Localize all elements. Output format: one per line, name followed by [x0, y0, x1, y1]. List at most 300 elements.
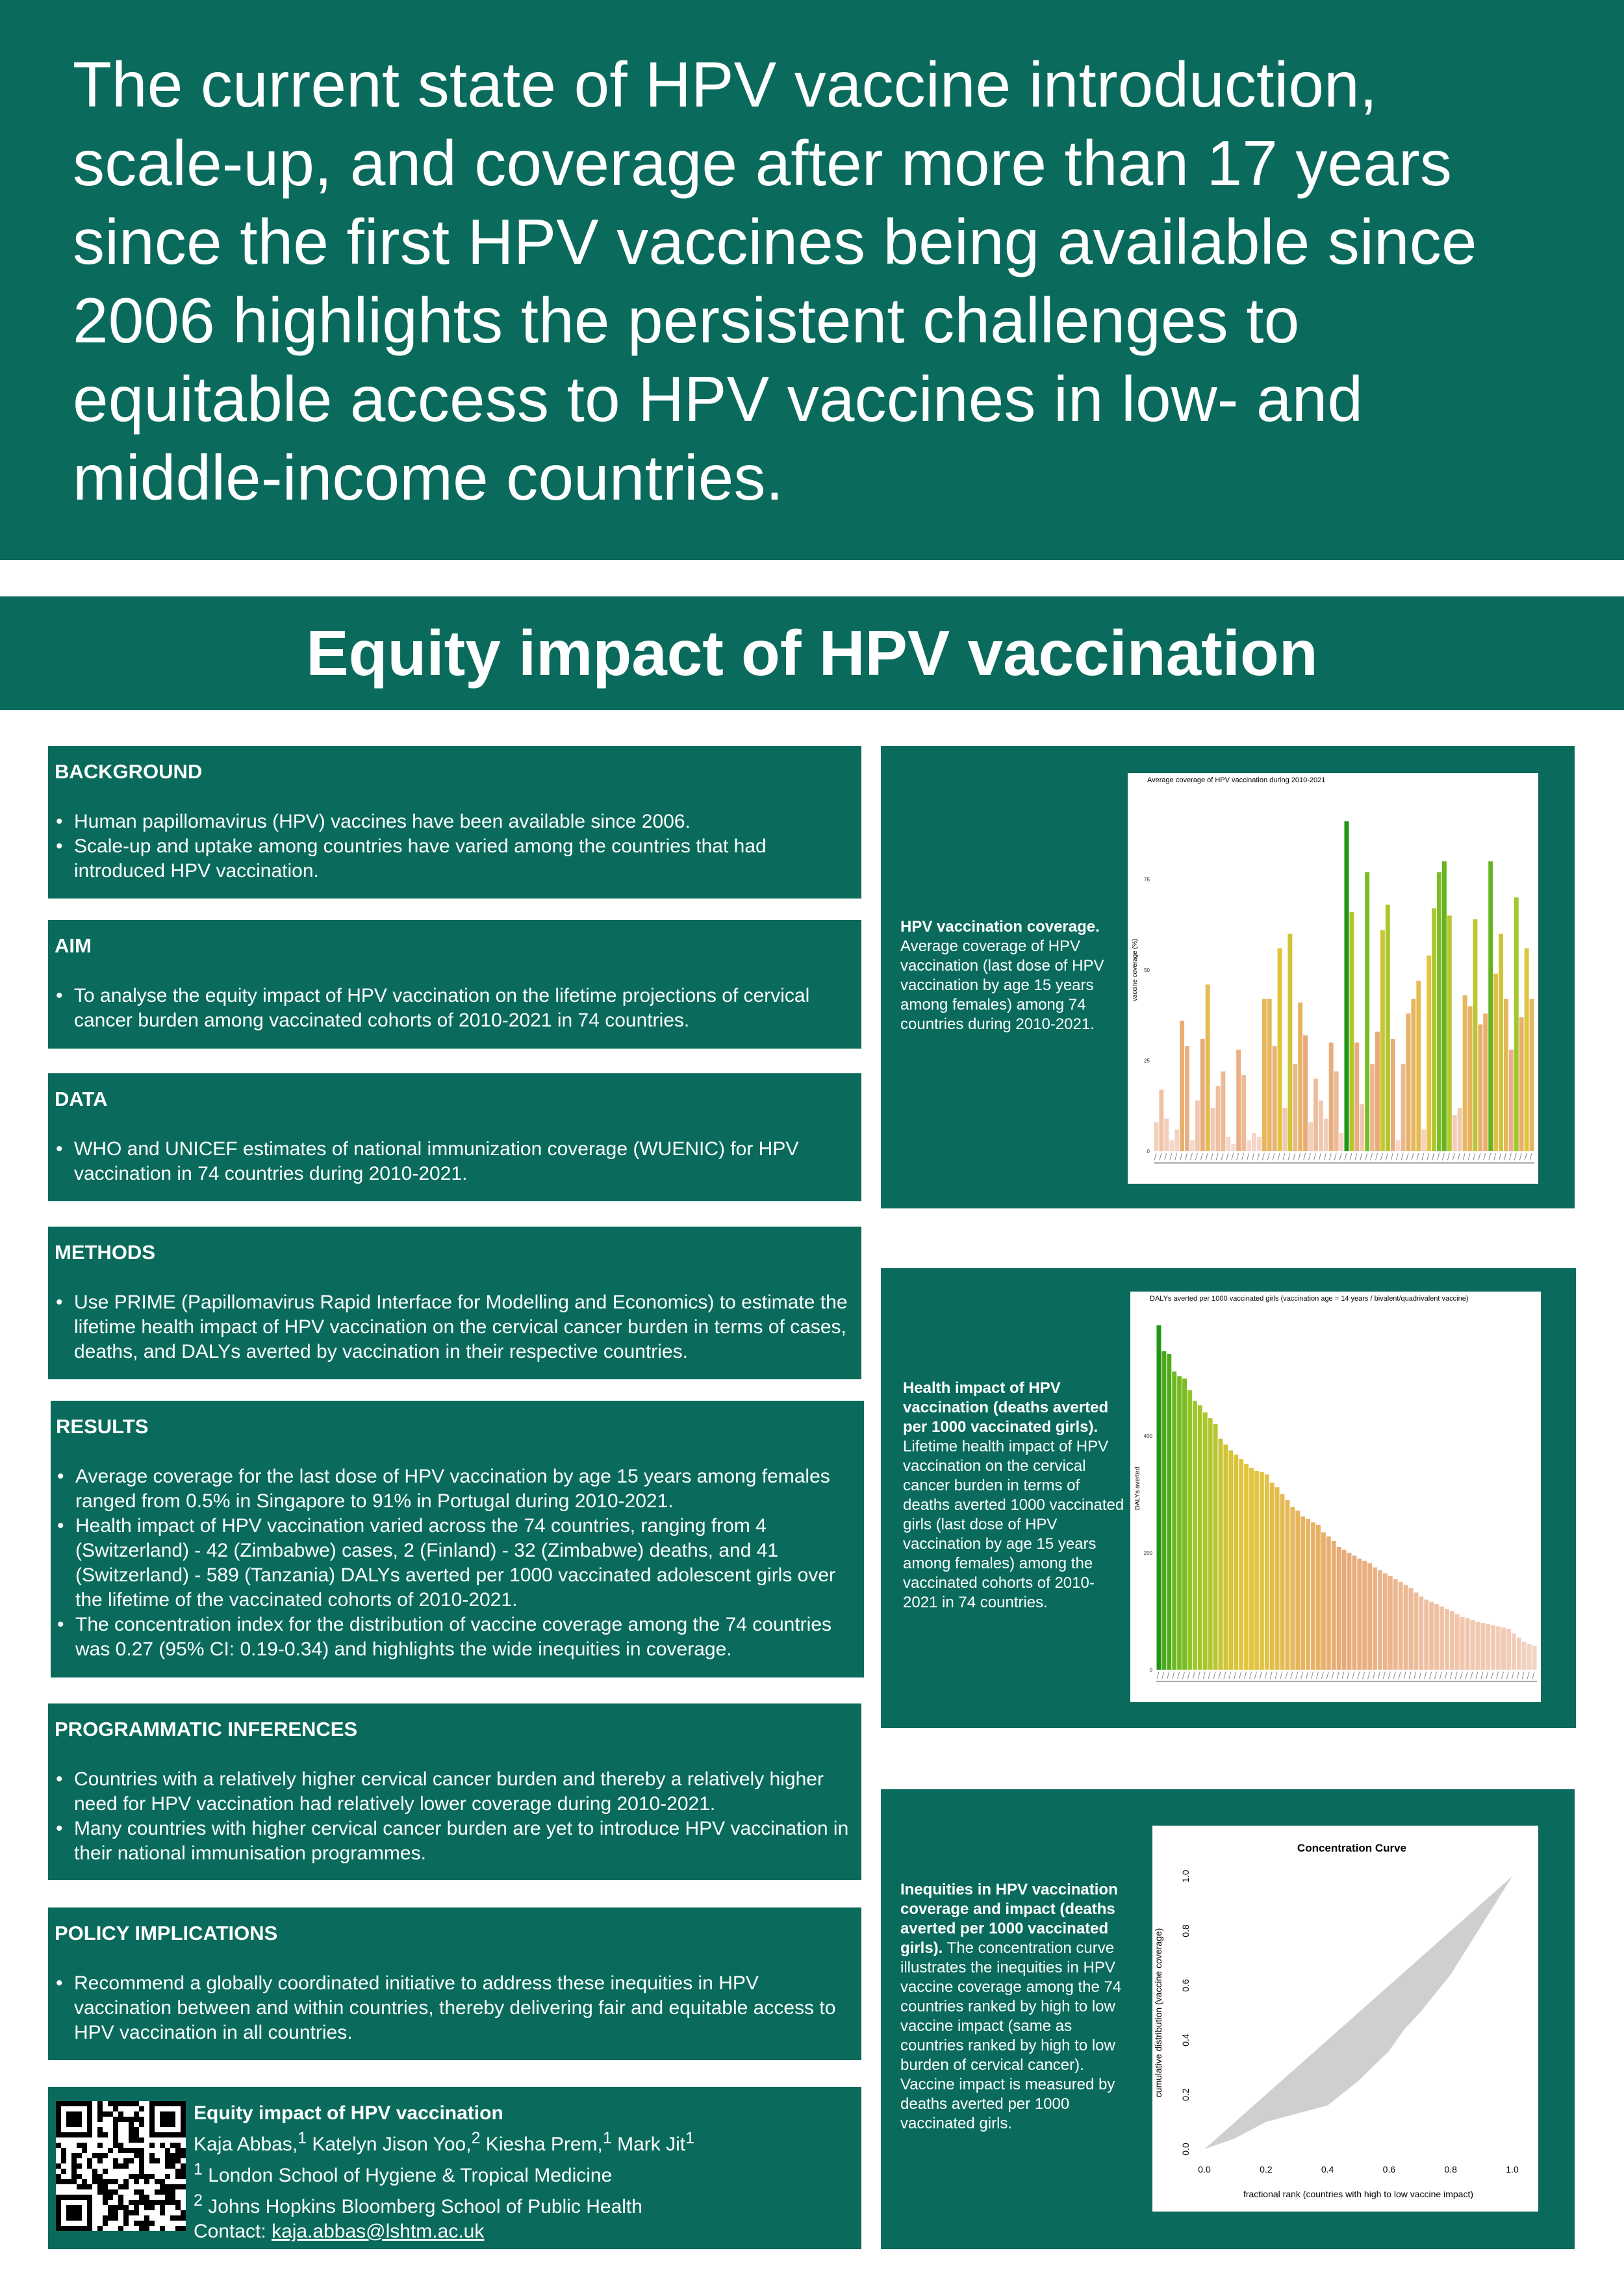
qr-module: [118, 2226, 123, 2231]
x-tick-label: [1419, 1672, 1421, 1679]
qr-module: [123, 2179, 129, 2184]
qr-module: [118, 2101, 123, 2106]
bar: [1216, 1086, 1221, 1151]
caption-text: Lifetime health impact of HPV vaccination on the cervical cancer burden in terms of deaths averted 1000 vaccinated girls (last dose of HPV vaccination by age 15 years among females) among the vaccinated cohorts of 2010-2021 in 74 countries.: [903, 1438, 1124, 1611]
qr-module: [144, 2174, 149, 2179]
qr-module: [123, 2117, 129, 2122]
y-tick-label: 0.6: [1180, 1979, 1191, 1992]
x-tick-label: [1183, 1672, 1185, 1679]
bar: [1509, 1050, 1514, 1151]
inequity-figure-panel: [881, 1789, 1575, 2249]
qr-module: [97, 2106, 103, 2111]
x-tick-label: [1465, 1672, 1467, 1679]
qr-module: [134, 2148, 139, 2153]
qr-module: [108, 2210, 113, 2215]
bar: [1339, 1133, 1344, 1151]
qr-module: [144, 2215, 149, 2221]
qr-module: [175, 2200, 181, 2205]
x-tick-label: [1252, 1153, 1254, 1160]
qr-module: [139, 2221, 144, 2226]
qr-module: [61, 2169, 66, 2174]
bar: [1527, 1644, 1532, 1670]
bar: [1298, 1002, 1302, 1151]
qr-module: [113, 2106, 118, 2111]
qr-module: [134, 2174, 139, 2179]
bar: [1401, 1064, 1406, 1151]
x-tick-label: 0.0: [1198, 2164, 1211, 2175]
qr-module: [129, 2137, 134, 2143]
x-tick-label: [1352, 1672, 1354, 1679]
qr-module: [103, 2189, 108, 2195]
x-tick-label: [1270, 1672, 1272, 1679]
bar: [1213, 1424, 1218, 1670]
qr-module: [113, 2189, 118, 2195]
caption-text: The concentration curve illustrates the inequities in HPV vaccine coverage among the 74 countries ranked by high to low vaccine impact (same as countries ranked by high to low burden of cervical cancer). Vaccine impact is measured by deaths averted per 1000 vaccinated girls.: [900, 1939, 1122, 2132]
x-tick-label: [1206, 1153, 1208, 1160]
chart-title: Average coverage of HPV vaccination during 2010-2021: [1147, 776, 1326, 784]
qr-module: [175, 2158, 181, 2163]
x-tick-label: [1532, 1672, 1534, 1679]
x-tick-label: [1371, 1153, 1373, 1160]
caption-text: Average coverage of HPV vaccination (last dose of HPV vaccination by age 15 years among females) among 74 countries during 2010-2021.: [900, 938, 1104, 1033]
qr-module: [181, 2174, 186, 2179]
affiliation-number: 2: [194, 2191, 203, 2210]
qr-module: [129, 2101, 134, 2106]
qr-module: [139, 2200, 144, 2205]
qr-module: [134, 2179, 139, 2184]
x-tick-label: [1347, 1672, 1349, 1679]
bar: [1221, 1071, 1225, 1151]
qr-module: [118, 2143, 123, 2148]
chart-title: DALYs averted per 1000 vaccinated girls (vaccination age = 14 years / bivalent/quadrivalent vaccine): [1150, 1295, 1469, 1303]
x-tick-label: [1309, 1153, 1311, 1160]
qr-module: [61, 2179, 66, 2184]
qr-module: [139, 2117, 144, 2122]
bar: [1421, 1130, 1426, 1151]
bar: [1174, 1130, 1179, 1151]
x-tick-label: [1291, 1672, 1293, 1679]
x-tick-label: [1409, 1672, 1411, 1679]
affiliation-name: London School of Hygiene & Tropical Medicine: [202, 2165, 613, 2186]
bar: [1496, 1626, 1501, 1670]
x-tick-label: [1193, 1672, 1195, 1679]
bar: [1254, 1471, 1259, 1670]
bar: [1365, 872, 1369, 1151]
bar: [1488, 861, 1493, 1151]
author-affiliation-number: 1: [685, 2129, 695, 2147]
bullet: • Scale-up and uptake among countries have varied among the countries that had introduced HPV vaccination.: [55, 834, 856, 884]
x-tick-label: [1262, 1153, 1264, 1160]
qr-module: [165, 2153, 170, 2158]
bar: [1367, 1563, 1372, 1670]
poster-title: Equity impact of HPV vaccination: [306, 617, 1318, 689]
bar: [1406, 1014, 1411, 1151]
x-tick-label: [1229, 1672, 1231, 1679]
bar: [1172, 1371, 1176, 1670]
qr-module: [155, 2189, 160, 2195]
bullet: • Use PRIME (Papillomavirus Rapid Interface for Modelling and Economics) to estimate the lifetime health impact of HPV vaccination on the cervical cancer burden in terms of cases, deaths, and DALYs averted by vaccination in their respective countries.: [55, 1290, 856, 1364]
caption-bold: Health impact of HPV vaccination (deaths averted per 1000 vaccinated girls).: [903, 1379, 1109, 1436]
x-tick-label: [1275, 1672, 1277, 1679]
author-name: Kaja Abbas,: [194, 2134, 298, 2155]
bar: [1262, 999, 1267, 1151]
qr-module: [149, 2174, 155, 2179]
qr-module: [170, 2153, 175, 2158]
x-tick-label: [1478, 1153, 1480, 1160]
bar: [1357, 1559, 1362, 1670]
x-tick-label: [1525, 1153, 1527, 1160]
qr-module: [113, 2205, 118, 2210]
qr-module: [160, 2179, 165, 2184]
qr-module: [129, 2122, 134, 2127]
x-tick-label: [1216, 1153, 1218, 1160]
x-tick-label: [1373, 1672, 1375, 1679]
bar: [1306, 1519, 1310, 1670]
qr-module: [139, 2195, 144, 2200]
qr-module: [97, 2174, 103, 2179]
qr-module: [165, 2200, 170, 2205]
bar: [1321, 1533, 1326, 1670]
qr-module: [175, 2226, 181, 2231]
bar: [1475, 1622, 1480, 1670]
qr-module: [108, 2111, 113, 2117]
qr-module: [149, 2205, 155, 2210]
bar: [1354, 1043, 1359, 1151]
x-tick-label: [1316, 1672, 1318, 1679]
qr-module: [97, 2179, 103, 2184]
qr-module: [165, 2148, 170, 2153]
x-tick-label: [1365, 1153, 1367, 1160]
x-tick-label: [1440, 1672, 1442, 1679]
qr-finder: [66, 2205, 82, 2221]
bullet: • WHO and UNICEF estimates of national immunization coverage (WUENIC) for HPV vaccination in 74 countries during 2010-2021.: [55, 1137, 856, 1186]
bar: [1319, 1101, 1323, 1151]
bar: [1161, 1351, 1166, 1670]
bar: [1326, 1537, 1331, 1670]
qr-module: [175, 2174, 181, 2179]
qr-module: [82, 2148, 87, 2153]
bar: [1295, 1511, 1300, 1670]
x-tick-label: [1396, 1153, 1398, 1160]
bullet: • Human papillomavirus (HPV) vaccines have been available since 2006.: [55, 810, 856, 834]
x-tick-label: [1167, 1672, 1169, 1679]
x-tick-label: [1224, 1672, 1226, 1679]
qr-module: [118, 2163, 123, 2169]
qr-module: [71, 2163, 77, 2169]
qr-module: [139, 2174, 144, 2179]
x-tick-label: [1450, 1672, 1452, 1679]
bar: [1530, 999, 1534, 1151]
bar: [1195, 1101, 1200, 1151]
qr-module: [108, 2179, 113, 2184]
qr-module: [97, 2132, 103, 2137]
qr-module: [181, 2169, 186, 2174]
qr-module: [71, 2169, 77, 2174]
qr-module: [175, 2153, 181, 2158]
x-tick-label: [1211, 1153, 1213, 1160]
x-tick-label: [1326, 1672, 1328, 1679]
section-heading: AIM: [55, 934, 92, 957]
qr-module: [175, 2169, 181, 2174]
aim-panel: [48, 920, 861, 1049]
x-tick-label: [1278, 1153, 1280, 1160]
qr-module: [87, 2158, 92, 2163]
x-tick-label: [1173, 1672, 1174, 1679]
chart-title: Concentration Curve: [1297, 1842, 1407, 1854]
qr-module: [139, 2189, 144, 2195]
qr-code[interactable]: [56, 2101, 186, 2231]
qr-module: [139, 2106, 144, 2111]
policy-panel: [48, 1907, 861, 2060]
qr-module: [123, 2158, 129, 2163]
qr-module: [134, 2132, 139, 2137]
x-tick-label: [1345, 1153, 1347, 1160]
x-tick-label: [1489, 1153, 1491, 1160]
x-tick-label: [1170, 1153, 1172, 1160]
coverage-figure-panel: [881, 746, 1575, 1208]
qr-module: [155, 2200, 160, 2205]
x-tick-label: [1422, 1153, 1424, 1160]
x-tick-label: [1481, 1672, 1483, 1679]
qr-module: [144, 2179, 149, 2184]
concentration-curve-chart: [1152, 1826, 1538, 2212]
qr-module: [108, 2189, 113, 2195]
bar: [1208, 1418, 1213, 1670]
x-tick-label: [1198, 1672, 1200, 1679]
bar: [1200, 1039, 1205, 1151]
x-tick-label: [1162, 1672, 1164, 1679]
bar: [1506, 1629, 1511, 1670]
x-tick-label: [1312, 1672, 1313, 1679]
figure-caption: [900, 1880, 1130, 2134]
qr-module: [123, 2210, 129, 2215]
qr-module: [123, 2101, 129, 2106]
bar: [1190, 1140, 1195, 1151]
x-tick-label: [1226, 1153, 1228, 1160]
bar: [1187, 1390, 1192, 1670]
x-tick-label: [1180, 1153, 1182, 1160]
x-tick-label: [1486, 1672, 1488, 1679]
bar: [1164, 1119, 1169, 1151]
qr-module: [149, 2143, 155, 2148]
email-link[interactable]: kaja.abbas@lshtm.ac.uk: [272, 2221, 485, 2242]
qr-module: [139, 2137, 144, 2143]
qr-module: [134, 2205, 139, 2210]
qr-module: [97, 2158, 103, 2163]
bar: [1280, 1494, 1285, 1670]
bar: [1447, 915, 1452, 1151]
caption-bold: Inequities in HPV vaccination coverage and impact (deaths averted per 1000 vaccinated girls).: [900, 1881, 1118, 1957]
bar: [1300, 1516, 1305, 1670]
bar: [1293, 1064, 1297, 1151]
bar: [1249, 1468, 1254, 1670]
x-tick-label: [1386, 1153, 1388, 1160]
bar: [1265, 1474, 1269, 1670]
qr-module: [129, 2200, 134, 2205]
headline: The current state of HPV vaccine introduction, scale-up, and coverage after more than 17 years since the first HPV vaccines being available since 2006 highlights the persistent challenges to equitable access to HPV vaccines in low- and middle-income countries.: [73, 49, 1477, 513]
qr-module: [103, 2169, 108, 2174]
author-affiliation-number: 2: [471, 2129, 481, 2147]
qr-module: [129, 2148, 134, 2153]
x-tick-label: [1504, 1153, 1506, 1160]
qr-module: [170, 2215, 175, 2221]
qr-module: [113, 2163, 118, 2169]
methods-panel: [48, 1227, 861, 1379]
qr-module: [134, 2210, 139, 2215]
x-tick-label: [1293, 1153, 1295, 1160]
bar: [1512, 1633, 1516, 1670]
qr-module: [103, 2184, 108, 2189]
x-tick-label: 0.4: [1321, 2164, 1334, 2175]
x-tick-label: [1399, 1672, 1401, 1679]
qr-module: [97, 2127, 103, 2132]
x-tick-label: [1195, 1153, 1197, 1160]
y-tick-label: 400: [1143, 1433, 1152, 1439]
author-name: Kiesha Prem,: [480, 2134, 603, 2155]
x-tick-label: [1517, 1672, 1519, 1679]
x-tick-label: [1378, 1672, 1380, 1679]
qr-module: [160, 2143, 165, 2148]
bar: [1275, 1487, 1280, 1670]
qr-module: [97, 2101, 103, 2106]
bar: [1288, 934, 1292, 1151]
x-tick-label: [1337, 1672, 1339, 1679]
qr-module: [108, 2205, 113, 2210]
bar: [1180, 1021, 1184, 1151]
qr-module: [82, 2179, 87, 2184]
bar: [1257, 1137, 1262, 1151]
qr-module: [139, 2148, 144, 2153]
x-tick-label: [1368, 1672, 1370, 1679]
x-tick-label: [1239, 1672, 1241, 1679]
x-tick-label: [1313, 1153, 1315, 1160]
bar: [1373, 1568, 1377, 1670]
author-name: Katelyn Jison Yoo,: [307, 2134, 472, 2155]
bar: [1360, 1104, 1364, 1151]
x-tick-label: [1430, 1672, 1432, 1679]
y-axis-label: DALYs averted: [1134, 1466, 1141, 1511]
programmatic-panel: [48, 1703, 861, 1880]
qr-module: [165, 2195, 170, 2200]
qr-module: [134, 2127, 139, 2132]
impact-chart: [1130, 1292, 1541, 1702]
qr-module: [160, 2205, 165, 2210]
qr-module: [92, 2174, 97, 2179]
qr-module: [71, 2158, 77, 2163]
bar: [1260, 1472, 1264, 1670]
bar: [1273, 1046, 1277, 1151]
qr-module: [77, 2174, 82, 2179]
bar: [1375, 1032, 1380, 1151]
x-tick-label: [1165, 1153, 1167, 1160]
qr-module: [160, 2184, 165, 2189]
x-tick-label: [1187, 1672, 1189, 1679]
bar: [1169, 1140, 1174, 1151]
qr-module: [61, 2148, 66, 2153]
bar: [1206, 984, 1210, 1151]
qr-module: [123, 2148, 129, 2153]
x-tick-label: [1273, 1153, 1275, 1160]
bar: [1432, 908, 1436, 1151]
bar: [1465, 1618, 1470, 1670]
qr-module: [103, 2153, 108, 2158]
qr-module: [134, 2153, 139, 2158]
qr-module: [129, 2210, 134, 2215]
qr-module: [170, 2200, 175, 2205]
x-tick-label: [1319, 1153, 1321, 1160]
bar: [1478, 1025, 1482, 1151]
x-tick-label: [1237, 1153, 1239, 1160]
title-band: [0, 596, 1624, 710]
qr-module: [139, 2153, 144, 2158]
qr-module: [71, 2153, 77, 2158]
bar: [1386, 905, 1390, 1151]
x-tick-label: [1324, 1153, 1326, 1160]
qr-module: [165, 2163, 170, 2169]
x-tick-label: [1200, 1153, 1202, 1160]
bar: [1234, 1455, 1238, 1670]
bar: [1226, 1137, 1230, 1151]
bar: [1332, 1541, 1336, 1670]
bar: [1337, 1547, 1341, 1670]
x-tick-label: [1471, 1672, 1473, 1679]
qr-module: [113, 2143, 118, 2148]
affiliation: [194, 2188, 694, 2219]
qr-module: [160, 2226, 165, 2231]
qr-module: [113, 2122, 118, 2127]
y-tick-label: 1.0: [1180, 1870, 1191, 1883]
qr-module: [118, 2200, 123, 2205]
bar: [1349, 912, 1354, 1151]
bar: [1193, 1401, 1197, 1670]
bullet: • Countries with a relatively higher cervical cancer burden and thereby a relatively higher need for HPV vaccination had relatively lower coverage during 2010-2021.: [55, 1767, 856, 1817]
bar: [1493, 974, 1498, 1151]
bar: [1416, 981, 1421, 1151]
y-axis-label: vaccine coverage (%): [1132, 938, 1139, 1002]
qr-module: [97, 2143, 103, 2148]
bar: [1440, 1607, 1444, 1670]
qr-module: [113, 2179, 118, 2184]
x-tick-label: [1499, 1153, 1501, 1160]
bar: [1383, 1574, 1388, 1670]
x-tick-label: [1288, 1153, 1290, 1160]
bar: [1316, 1525, 1321, 1670]
x-tick-label: [1339, 1153, 1341, 1160]
qr-module: [181, 2184, 186, 2189]
results-panel: [51, 1401, 864, 1677]
bar: [1329, 1043, 1334, 1151]
contact-title: Equity impact of HPV vaccination: [194, 2102, 503, 2124]
x-tick-label: [1468, 1153, 1470, 1160]
bar: [1247, 1140, 1251, 1151]
bar: [1311, 1522, 1315, 1670]
bar: [1404, 1585, 1408, 1670]
qr-module: [61, 2153, 66, 2158]
qr-module: [181, 2215, 186, 2221]
qr-module: [71, 2174, 77, 2179]
qr-module: [82, 2184, 87, 2189]
bar: [1450, 1611, 1454, 1670]
concentration-area: [1204, 1876, 1512, 2149]
qr-module: [113, 2132, 118, 2137]
x-tick-label: [1417, 1153, 1419, 1160]
x-tick-label: [1414, 1672, 1416, 1679]
x-tick-label: [1185, 1153, 1187, 1160]
qr-module: [118, 2195, 123, 2200]
x-tick-label: [1154, 1153, 1156, 1160]
x-tick-label: [1447, 1153, 1449, 1160]
y-tick-label: 0: [1147, 1149, 1150, 1154]
